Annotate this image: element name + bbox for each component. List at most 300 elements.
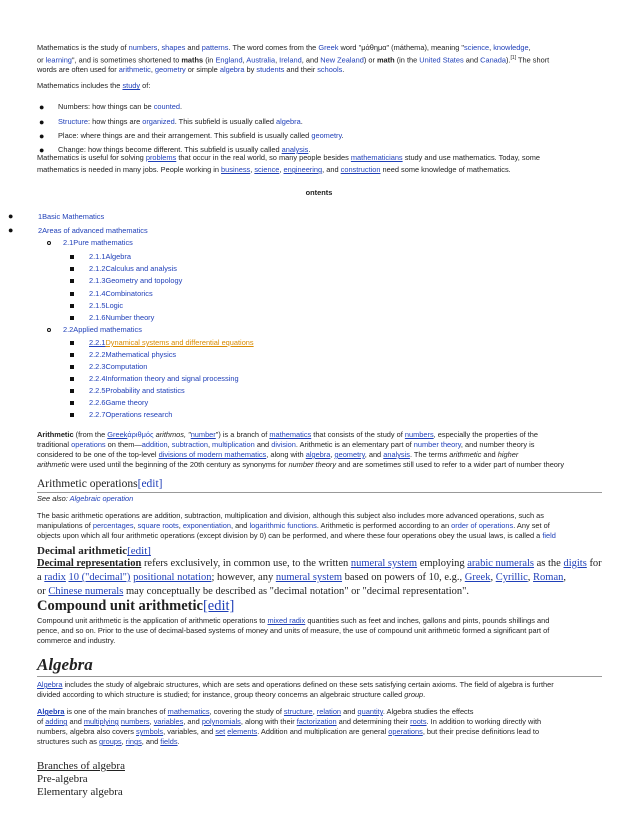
text: ", and is sometimes shortened to bbox=[71, 55, 182, 65]
text: may conceptually be described as "decimal notation" or "decimal representation". bbox=[123, 586, 470, 597]
edit-link[interactable]: [edit] bbox=[137, 478, 163, 490]
bold-decimal-representation: Decimal representation bbox=[37, 558, 142, 569]
link-square-roots[interactable]: square roots bbox=[137, 521, 179, 530]
toc-item[interactable] bbox=[89, 338, 254, 348]
text: , bbox=[275, 55, 280, 65]
link-multiplying[interactable]: multiplying bbox=[83, 717, 119, 726]
text: , bbox=[133, 521, 138, 530]
text: words are often used for bbox=[37, 65, 119, 75]
link-polynomials[interactable]: polynomials bbox=[201, 717, 241, 726]
toc-label: Game theory bbox=[105, 398, 149, 407]
text: need some knowledge of mathematics. bbox=[380, 165, 511, 174]
bold-arithmetic: Arithmetic bbox=[37, 430, 74, 439]
text: See also: bbox=[37, 494, 70, 503]
toc-label: Areas of advanced mathematics bbox=[42, 226, 148, 235]
toc-item[interactable] bbox=[89, 264, 177, 274]
text: . bbox=[180, 102, 183, 111]
link-science[interactable]: science bbox=[464, 43, 490, 52]
toc-item[interactable] bbox=[89, 276, 182, 286]
toc-item[interactable] bbox=[89, 289, 153, 299]
text: and bbox=[185, 43, 202, 52]
link-mathematicians[interactable]: mathematicians bbox=[350, 153, 403, 162]
link-algebraic-operation[interactable]: Algebraic operation bbox=[69, 494, 134, 503]
toc-item[interactable] bbox=[89, 386, 185, 396]
toc-item[interactable] bbox=[63, 325, 142, 335]
text: and determining their bbox=[336, 717, 411, 726]
link-numeral-system[interactable]: numeral system bbox=[350, 558, 418, 569]
link-divisions[interactable]: divisions of modern mathematics bbox=[158, 450, 267, 459]
link-exponentiation[interactable]: exponentiation bbox=[182, 521, 231, 530]
toc-item[interactable] bbox=[89, 301, 123, 311]
text: quantities such as feet and inches, gallons and pints, pounds shillings and bbox=[305, 616, 550, 625]
text: , and number theory is bbox=[460, 440, 535, 449]
toc-item[interactable] bbox=[89, 410, 172, 420]
text: , bbox=[178, 521, 183, 530]
text: , and bbox=[322, 165, 341, 174]
link-number[interactable]: number bbox=[190, 430, 216, 439]
bold-maths: maths bbox=[181, 55, 204, 65]
text: , bbox=[250, 165, 255, 174]
link-algebra[interactable]: Algebra bbox=[37, 680, 63, 689]
toc-item[interactable] bbox=[89, 374, 239, 384]
link-science[interactable]: science bbox=[254, 165, 280, 174]
link-australia[interactable]: Australia bbox=[246, 55, 276, 65]
arithmetic-paragraph bbox=[37, 430, 617, 470]
link-set[interactable]: set bbox=[215, 727, 226, 736]
link-digits[interactable]: digits bbox=[563, 558, 587, 569]
text: , bbox=[167, 440, 172, 449]
text: . bbox=[342, 65, 345, 75]
bullet-square bbox=[70, 413, 74, 417]
text: employing bbox=[417, 558, 468, 569]
text: , bbox=[121, 737, 126, 746]
text: , bbox=[149, 717, 154, 726]
toc-number: 2.2 bbox=[63, 325, 74, 334]
text: Mathematics is useful for solving bbox=[37, 153, 146, 162]
text: pence, and so on. Prior to the use of decimal-based systems of money and units of measure, the use of compound unit arithmetic formed a significant part of bbox=[37, 626, 550, 635]
toc-item[interactable] bbox=[38, 212, 104, 222]
link-greek[interactable]: Greek bbox=[318, 43, 339, 52]
list-item bbox=[58, 131, 344, 141]
text: . bbox=[177, 737, 180, 746]
link-canada[interactable]: Canada bbox=[480, 55, 507, 65]
text: . In addition to working directly with bbox=[426, 717, 542, 726]
text: or bbox=[37, 55, 46, 65]
text: ). bbox=[506, 55, 511, 65]
link-algebra[interactable]: algebra bbox=[219, 65, 245, 75]
text: , bbox=[207, 440, 213, 449]
text: ") is a branch of bbox=[215, 430, 270, 439]
link-mathematics[interactable]: mathematics bbox=[269, 430, 312, 439]
text: , bbox=[157, 43, 162, 52]
link-roman[interactable]: Roman bbox=[533, 572, 564, 583]
link-numbers[interactable]: numbers bbox=[404, 430, 434, 439]
toc-label: Pure mathematics bbox=[73, 238, 133, 247]
text: for bbox=[586, 558, 602, 569]
toc-number: 2.2.1 bbox=[89, 338, 106, 347]
link-engineering[interactable]: engineering bbox=[283, 165, 323, 174]
text: , but their precise definitions lead to bbox=[422, 727, 540, 736]
text: , bbox=[150, 65, 155, 75]
text: , especially the properties of the bbox=[433, 430, 539, 439]
bullet: ● bbox=[8, 225, 14, 235]
toc-label: Probability and statistics bbox=[105, 386, 185, 395]
text: The basic arithmetic operations are addition, subtraction, multiplication and division, although this subject also includes more advanced operations, such as bbox=[37, 511, 544, 520]
text: and bbox=[254, 440, 272, 449]
bullet-square bbox=[70, 377, 74, 381]
branch-item: Pre-algebra bbox=[37, 773, 88, 785]
contents-title: ontents bbox=[305, 188, 333, 197]
text: , bbox=[279, 165, 284, 174]
link-multiplication[interactable]: multiplication bbox=[212, 440, 255, 449]
text: The short bbox=[516, 55, 550, 65]
bullet-square bbox=[70, 341, 74, 345]
footnote-ref[interactable]: [1] bbox=[510, 55, 517, 61]
text: considered to be one of the top-level bbox=[37, 450, 159, 459]
text: based on powers of 10, e.g., bbox=[342, 572, 465, 583]
text: (from the bbox=[73, 430, 108, 439]
toc-item[interactable] bbox=[63, 238, 133, 248]
link-geometry[interactable]: geometry bbox=[334, 450, 365, 459]
toc-item[interactable] bbox=[89, 313, 154, 323]
toc-label: Calculus and analysis bbox=[105, 264, 177, 273]
link-schools[interactable]: schools bbox=[317, 65, 343, 75]
branches-section bbox=[37, 760, 125, 799]
toc-number: 2.1.5 bbox=[89, 301, 106, 310]
text: and are sometimes still used to refer to a wider part of number theory bbox=[336, 460, 565, 469]
toc-item[interactable] bbox=[89, 252, 131, 262]
link-england[interactable]: England bbox=[215, 55, 243, 65]
text: and their bbox=[284, 65, 318, 75]
text: that consists of the study of bbox=[311, 430, 405, 439]
link-patterns[interactable]: patterns bbox=[201, 43, 229, 52]
text: Numbers: how things can be bbox=[58, 102, 154, 111]
link-roots[interactable]: roots bbox=[410, 717, 427, 726]
bullet-square bbox=[70, 304, 74, 308]
bullet-square bbox=[70, 365, 74, 369]
bullet-square bbox=[70, 353, 74, 357]
section-heading-arithmetic-operations bbox=[37, 478, 163, 490]
link-relation[interactable]: relation bbox=[316, 707, 342, 716]
link-subtraction[interactable]: subtraction bbox=[171, 440, 208, 449]
toc-item[interactable] bbox=[89, 362, 147, 372]
link-variables[interactable]: variables bbox=[153, 717, 184, 726]
bold-math: math bbox=[376, 55, 395, 65]
text: . The word comes from the bbox=[228, 43, 319, 52]
link-operations[interactable]: operations bbox=[71, 440, 106, 449]
link-geometry[interactable]: geometry bbox=[311, 131, 342, 140]
bullet: ● bbox=[39, 102, 45, 112]
text: of bbox=[37, 717, 46, 726]
bullet-square bbox=[70, 316, 74, 320]
text: manipulations of bbox=[37, 521, 93, 530]
toc-number: 2.2.2 bbox=[89, 350, 106, 359]
text: , variables, and bbox=[163, 727, 216, 736]
text: ) or bbox=[363, 55, 377, 65]
toc-label: Mathematical physics bbox=[105, 350, 177, 359]
link-analysis[interactable]: analysis bbox=[383, 450, 410, 459]
text: and bbox=[67, 717, 84, 726]
text: . Arithmetic is an elementary part of bbox=[295, 440, 414, 449]
text: study and use mathematics. Today, some bbox=[402, 153, 540, 162]
toc-label: Algebra bbox=[105, 252, 131, 261]
toc-label: Number theory bbox=[105, 313, 155, 322]
text: . bbox=[341, 131, 344, 140]
heading-text: Decimal arithmetic bbox=[37, 545, 128, 557]
text: , bbox=[242, 55, 247, 65]
text: arithmos, " bbox=[153, 430, 191, 439]
link-arabic-numerals[interactable]: arabic numerals bbox=[467, 558, 535, 569]
section-heading-decimal-arithmetic bbox=[37, 545, 151, 557]
link-new-zealand[interactable]: New Zealand bbox=[320, 55, 364, 65]
text: , bbox=[312, 707, 317, 716]
section-heading-compound-unit-arithmetic bbox=[37, 598, 234, 615]
algebra-paragraph-1 bbox=[37, 680, 617, 700]
bullet: ● bbox=[8, 211, 14, 221]
link-number-theory[interactable]: number theory bbox=[413, 440, 461, 449]
text: and bbox=[481, 450, 498, 459]
toc-label: Operations research bbox=[105, 410, 173, 419]
text: word "μάθημα" (máthema), meaning " bbox=[338, 43, 465, 52]
toc-number: 2.2.7 bbox=[89, 410, 106, 419]
link-construction[interactable]: construction bbox=[340, 165, 381, 174]
text: , and bbox=[364, 450, 384, 459]
useful-paragraph bbox=[37, 153, 607, 175]
text: on them— bbox=[105, 440, 142, 449]
edit-link[interactable]: [edit] bbox=[202, 598, 235, 614]
text: arithmetic bbox=[449, 450, 482, 459]
link-fields[interactable]: fields bbox=[160, 737, 178, 746]
text: as the bbox=[534, 558, 564, 569]
text: mathematics is needed in many jobs. People working in bbox=[37, 165, 222, 174]
link-groups[interactable]: groups bbox=[99, 737, 122, 746]
link-field[interactable]: field bbox=[542, 531, 556, 540]
text: , along with bbox=[266, 450, 306, 459]
text: a bbox=[37, 572, 45, 583]
text: includes the study of algebraic structures, which are sets and operations defined on these sets satisfying certain axioms. The field of algebra is further bbox=[62, 680, 554, 689]
text: is one of the main branches of bbox=[64, 707, 168, 716]
toc-label: Computation bbox=[105, 362, 148, 371]
link-shapes[interactable]: shapes bbox=[161, 43, 186, 52]
text: Mathematics includes the bbox=[37, 81, 123, 91]
text: : how things are bbox=[88, 117, 143, 126]
text: structures such as bbox=[37, 737, 100, 746]
text: and bbox=[341, 707, 358, 716]
link-numbers[interactable]: numbers bbox=[120, 717, 150, 726]
link-numbers[interactable]: numbers bbox=[128, 43, 158, 52]
text: , and bbox=[301, 55, 321, 65]
link-problems[interactable]: problems bbox=[145, 153, 177, 162]
link-united-states[interactable]: United States bbox=[419, 55, 464, 65]
intro-paragraph bbox=[37, 43, 607, 91]
text: . The terms bbox=[409, 450, 450, 459]
toc-item[interactable] bbox=[89, 350, 176, 360]
toc-number: 2.2.6 bbox=[89, 398, 106, 407]
text: , bbox=[330, 450, 335, 459]
toc-number: 2.1.2 bbox=[89, 264, 106, 273]
text: that occur in the real world, so many people besides bbox=[176, 153, 351, 162]
bullet: ● bbox=[39, 117, 45, 127]
text: traditional bbox=[37, 440, 72, 449]
toc-label: Information theory and signal processing bbox=[105, 374, 239, 383]
bullet-square bbox=[70, 267, 74, 271]
toc-label: Applied mathematics bbox=[73, 325, 142, 334]
text: , bbox=[563, 572, 567, 583]
bullet: ● bbox=[39, 131, 45, 141]
link-rings[interactable]: rings bbox=[125, 737, 142, 746]
link-mixed-radix[interactable]: mixed radix bbox=[267, 616, 306, 625]
heading-text: Arithmetic operations bbox=[37, 478, 138, 490]
text: , along with their bbox=[240, 717, 297, 726]
decimal-paragraph bbox=[37, 557, 627, 599]
link-quantity[interactable]: quantity bbox=[357, 707, 383, 716]
link-addition[interactable]: addition bbox=[141, 440, 168, 449]
text: Mathematics is the study of bbox=[37, 43, 129, 52]
toc-label: Basic Mathematics bbox=[42, 212, 105, 221]
heading-text: Compound unit arithmetic bbox=[37, 598, 203, 614]
text: . bbox=[423, 690, 426, 699]
link-numeral-system[interactable]: numeral system bbox=[275, 572, 343, 583]
divider bbox=[37, 676, 602, 677]
link-division[interactable]: division bbox=[271, 440, 296, 449]
text: and bbox=[463, 55, 481, 65]
link-positional-notation[interactable]: positional notation bbox=[133, 572, 212, 583]
operations-paragraph bbox=[37, 511, 617, 541]
link-counted[interactable]: counted bbox=[153, 102, 181, 111]
text: , covering the study of bbox=[209, 707, 284, 716]
link-decimal[interactable]: 10 ("decimal") bbox=[68, 572, 131, 583]
link-percentages[interactable]: percentages bbox=[92, 521, 134, 530]
text: , and bbox=[183, 717, 202, 726]
text: , bbox=[528, 43, 531, 52]
toc-number: 2.1.6 bbox=[89, 313, 106, 322]
link-greek[interactable]: Greek bbox=[464, 572, 491, 583]
compound-paragraph bbox=[37, 616, 617, 646]
toc-label: Dynamical systems and differential equations bbox=[105, 338, 254, 347]
link-organized[interactable]: organized bbox=[142, 117, 175, 126]
text: ; however, any bbox=[211, 572, 276, 583]
link-cyrillic[interactable]: Cyrillic bbox=[495, 572, 528, 583]
link-algebra[interactable]: algebra bbox=[305, 450, 331, 459]
toc-number: 2.1.1 bbox=[89, 252, 106, 261]
link-mathematics[interactable]: mathematics bbox=[167, 707, 210, 716]
bullet-square bbox=[70, 389, 74, 393]
toc-number: 2 bbox=[38, 226, 43, 235]
bullet-circle bbox=[47, 241, 51, 245]
text: (in the bbox=[394, 55, 420, 65]
link-study[interactable]: study bbox=[122, 81, 141, 91]
text: by bbox=[244, 65, 257, 75]
link-symbols[interactable]: symbols bbox=[136, 727, 164, 736]
link-business[interactable]: business bbox=[221, 165, 251, 174]
toc-item[interactable] bbox=[38, 226, 148, 236]
text: . Algebra studies the effects bbox=[382, 707, 474, 716]
link-knowledge[interactable]: knowledge bbox=[493, 43, 529, 52]
text: commerce and industry. bbox=[37, 636, 116, 645]
toc-number: 2.1.4 bbox=[89, 289, 106, 298]
text: Place: where things are and their arrangement. This subfield is usually called bbox=[58, 131, 312, 140]
link-logarithmic-functions[interactable]: logarithmic functions bbox=[249, 521, 317, 530]
text: . bbox=[308, 145, 311, 154]
link-algebra[interactable]: Algebra bbox=[37, 707, 65, 716]
text: divided according to which structure is studied; for instance, group theory concerns an algebraic structure called bbox=[37, 690, 405, 699]
toc-number: 2.1 bbox=[63, 238, 74, 247]
link-algebra[interactable]: algebra bbox=[276, 117, 301, 126]
algebra-paragraph-2 bbox=[37, 707, 617, 747]
bullet-square bbox=[70, 279, 74, 283]
text: arithmetic bbox=[37, 460, 70, 469]
text: . Addition and multiplication are general bbox=[257, 727, 389, 736]
section-heading-algebra: Algebra bbox=[37, 655, 93, 674]
link-greek[interactable]: Greek bbox=[107, 430, 128, 439]
toc-item[interactable] bbox=[89, 398, 148, 408]
toc-label: Logic bbox=[105, 301, 124, 310]
link-operations[interactable]: operations bbox=[388, 727, 423, 736]
text: . Any set of bbox=[513, 521, 550, 530]
toc-number: 1 bbox=[38, 212, 43, 221]
link-analysis[interactable]: analysis bbox=[281, 145, 309, 154]
text: number theory bbox=[288, 460, 337, 469]
edit-link[interactable]: [edit] bbox=[127, 545, 151, 557]
bullet-square bbox=[70, 292, 74, 296]
list-item bbox=[58, 117, 303, 127]
text: . Arithmetic is performed according to an bbox=[316, 521, 452, 530]
toc-number: 2.2.5 bbox=[89, 386, 106, 395]
text: (in bbox=[203, 55, 216, 65]
link-ireland[interactable]: Ireland bbox=[279, 55, 302, 65]
text: of: bbox=[140, 81, 151, 91]
see-also bbox=[37, 494, 133, 504]
link-radix[interactable]: radix bbox=[44, 572, 66, 583]
link-elements[interactable]: elements bbox=[227, 727, 258, 736]
text: , and bbox=[230, 521, 250, 530]
divider bbox=[37, 492, 602, 493]
text: higher bbox=[497, 450, 519, 459]
link-learning[interactable]: learning bbox=[45, 55, 72, 65]
text: or bbox=[37, 586, 49, 597]
text: , bbox=[527, 572, 534, 583]
text: were used until the beginning of the 20th century as synonyms for bbox=[69, 460, 289, 469]
text: , bbox=[489, 43, 494, 52]
text: Compound unit arithmetic is the application of arithmetic operations to bbox=[37, 616, 268, 625]
toc-label: Geometry and topology bbox=[105, 276, 183, 285]
link-students[interactable]: students bbox=[256, 65, 285, 75]
text: Change: how things become different. This subfield is usually called bbox=[58, 145, 282, 154]
link-structure[interactable]: Structure bbox=[58, 117, 88, 126]
link-structure[interactable]: structure bbox=[283, 707, 313, 716]
text: . This subfield is usually called bbox=[174, 117, 277, 126]
link-order-of-operations[interactable]: order of operations bbox=[451, 521, 514, 530]
link-adding[interactable]: adding bbox=[45, 717, 68, 726]
text: group bbox=[404, 690, 424, 699]
toc-number: 2.2.3 bbox=[89, 362, 106, 371]
link-factorization[interactable]: factorization bbox=[296, 717, 337, 726]
link-chinese-numerals[interactable]: Chinese numerals bbox=[48, 586, 124, 597]
link-geometry[interactable]: geometry bbox=[154, 65, 186, 75]
text: , bbox=[490, 572, 496, 583]
toc-label: Combinatorics bbox=[105, 289, 153, 298]
text: numbers, algebra also covers bbox=[37, 727, 137, 736]
bullet-square bbox=[70, 255, 74, 259]
text: or simple bbox=[185, 65, 220, 75]
branches-heading: Branches of algebra bbox=[37, 760, 125, 772]
bullet: ● bbox=[39, 145, 45, 155]
link-arithmetic[interactable]: arithmetic bbox=[118, 65, 151, 75]
link-greek-word[interactable]: ἀριθμός bbox=[127, 430, 154, 439]
bullet-square bbox=[70, 401, 74, 405]
text: . bbox=[300, 117, 303, 126]
bullet-circle bbox=[47, 328, 51, 332]
